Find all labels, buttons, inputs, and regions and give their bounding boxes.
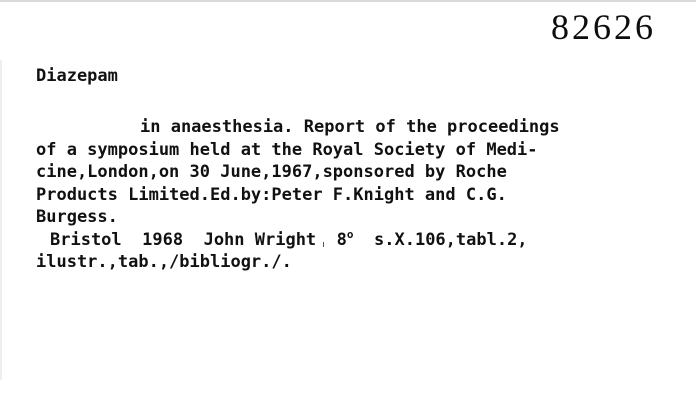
body-line-3: cine,London,on 30 June,1967,sponsored by Roche [36,162,507,182]
body-line-4: Products Limited.Ed.by:Peter F.Knight and C.G. [36,184,507,205]
body-line-1: in anaesthesia. Report of the proceedings [140,117,560,137]
card-number: 82626 [551,7,656,47]
left-edge-shadow [0,60,2,380]
imprint-format: 8$^o$ [336,227,354,250]
imprint-year: 1968 [142,229,184,250]
card-body [36,116,686,274]
body-line-5: Burgess. [36,207,118,227]
imprint-place: Bristol [50,229,122,250]
imprint-publisher: John Wright [203,229,317,250]
imprint-extent: s.X.106,tabl.2, [374,229,528,250]
imprint-line [36,229,686,252]
stray-ink-mark [323,242,324,247]
body-line-2: of a symposium held at the Royal Society of Medi- [36,139,538,160]
top-edge-divider [0,0,696,2]
body-line-last: ilustr.,tab.,/bibliogr./. [36,252,292,272]
heading-term: Diazepam [36,66,118,86]
